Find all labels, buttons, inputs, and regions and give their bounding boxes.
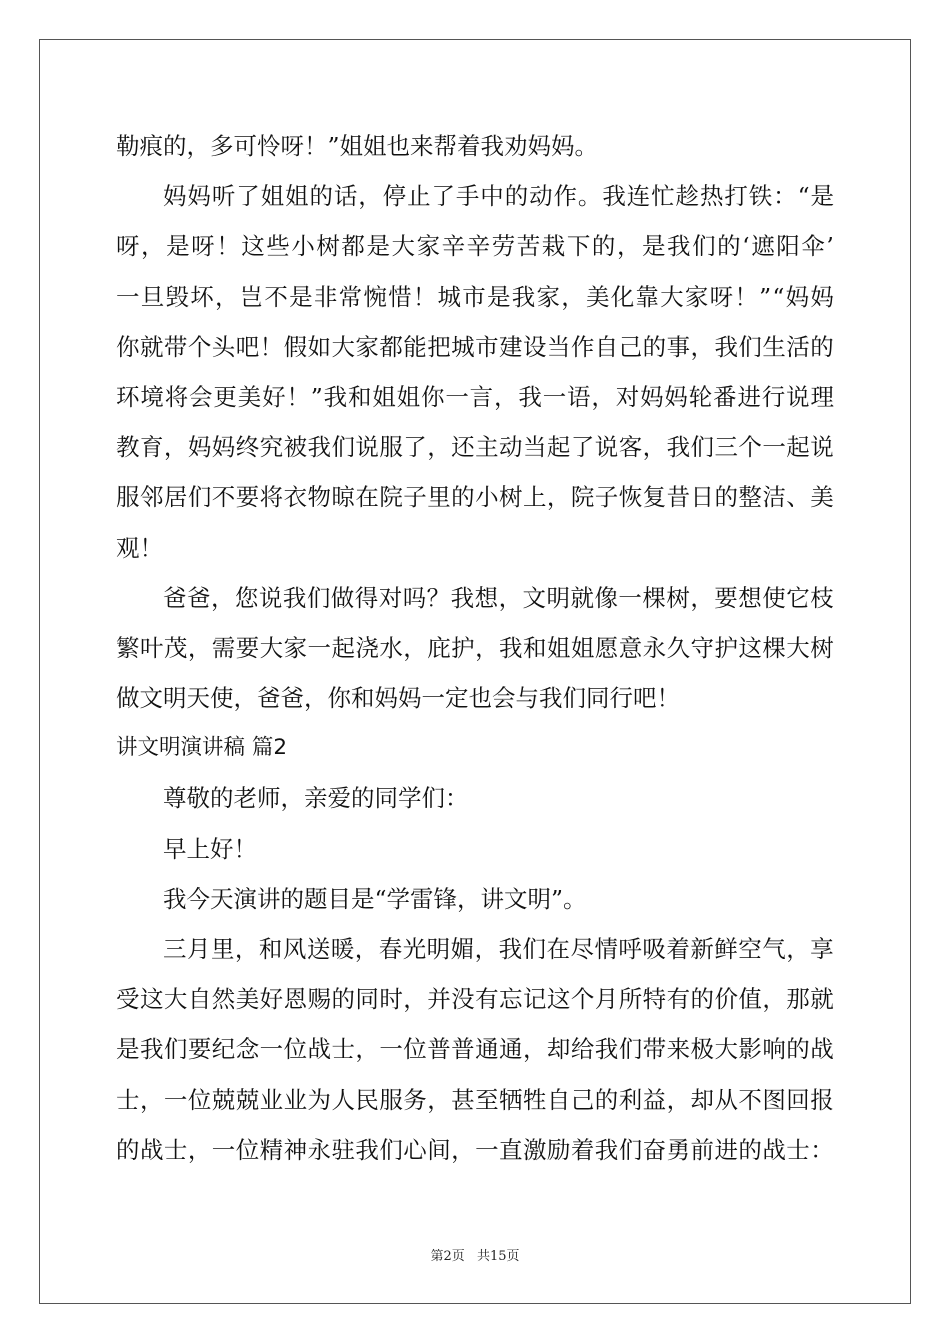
paragraph-line: 繁 叶 茂 ， 需 要 大 家 一 起 浇 水 ， 庇 护 ， 我 和 姐 姐 愿 意 永 久 守 护 这 棵 大 树 [116,633,834,662]
paragraph-line: 你 就 带 个 头 吧 ！ 假 如 大 家 都 能 把 城 市 建 设 当 作 自 己 的 事 ， 我 们 生 活 的 [116,332,834,361]
paragraph-line: 服 邻 居 们 不 要 将 衣 物 晾 在 院 子 里 的 小 树 上 ， 院 子 恢 复 昔 日 的 整 洁 、 美 [116,483,834,512]
paragraph-line: 受 这 大 自 然 美 好 恩 赐 的 同 时 ， 并 没 有 忘 记 这 个 月 所 特 有 的 价 值 ， 那 就 [116,985,834,1014]
paragraph-line: 教 育 ， 妈 妈 终 究 被 我 们 说 服 了 ， 还 主 动 当 起 了 说 客 ， 我 们 三 个 一 起 说 [116,433,834,462]
paragraph-line: 勒痕的，多可怜呀！”姐姐也来帮着我劝妈妈。 [116,132,599,160]
page-footer [0,1245,950,1264]
paragraph-line: 观！ [116,533,163,562]
paragraph-line: 呀 ， 是 呀 ！ 这 些 小 树 都 是 大 家 辛 辛 劳 苦 栽 下 的 ， 是 我 们 的 ‘ 遮 阳 伞 ’ [116,232,834,261]
paragraph-line: 尊敬的老师，亲爱的同学们： [163,784,469,813]
paragraph-line: 爸 爸 ， 您 说 我 们 做 得 对 吗 ？ 我 想 ， 文 明 就 像 一 棵 树 ， 要 想 使 它 枝 [163,583,834,612]
page-total: 共15页 [476,1249,520,1264]
section-heading: 讲文明演讲稿 篇2 [116,735,288,761]
paragraph-line: 是 我 们 要 纪 念 一 位 战 士 ， 一 位 普 普 通 通 ， 却 给 我 们 带 来 极 大 影 响 的 战 [116,1035,834,1064]
paragraph-line: 三 月 里 ， 和 风 送 暖 ， 春 光 明 媚 ， 我 们 在 尽 情 呼 吸 着 新 鲜 空 气 ， 享 [163,935,834,963]
paragraph-line: 做文明天使，爸爸，你和妈妈一定也会与我们同行吧！ [116,684,680,713]
document-body [116,121,834,1175]
paragraph-line: 士 ， 一 位 兢 兢 业 业 为 人 民 服 务 ， 甚 至 牺 牲 自 己 的 利 益 ， 却 从 不 图 回 报 [116,1085,834,1114]
paragraph-line: 早上好！ [163,834,257,863]
paragraph-line: 妈 妈 听 了 姐 姐 的 话 ， 停 止 了 手 中 的 动 作 。 我 连 忙 趁 热 打 铁 ： “ 是 [163,182,834,211]
paragraph-line: 的 战 士 ， 一 位 精 神 永 驻 我 们 心 间 ， 一 直 激 励 着 我 们 奋 勇 前 进 的 战 士 ： [116,1135,834,1164]
paragraph-line: 我今天演讲的题目是“学雷锋，讲文明”。 [163,884,587,913]
paragraph-line: 环 境 将 会 更 美 好 ！ ” 我 和 姐 姐 你 一 言 ， 我 一 语 ， 对 妈 妈 轮 番 进 行 说 理 [116,382,834,411]
paragraph-line: 一 旦 毁 坏 ， 岂 不 是 非 常 惋 惜 ！ 城 市 是 我 家 ， 美 化 靠 大 家 呀 ！ ” “ 妈 妈 [116,282,834,311]
page-number: 第2页 [430,1249,465,1264]
